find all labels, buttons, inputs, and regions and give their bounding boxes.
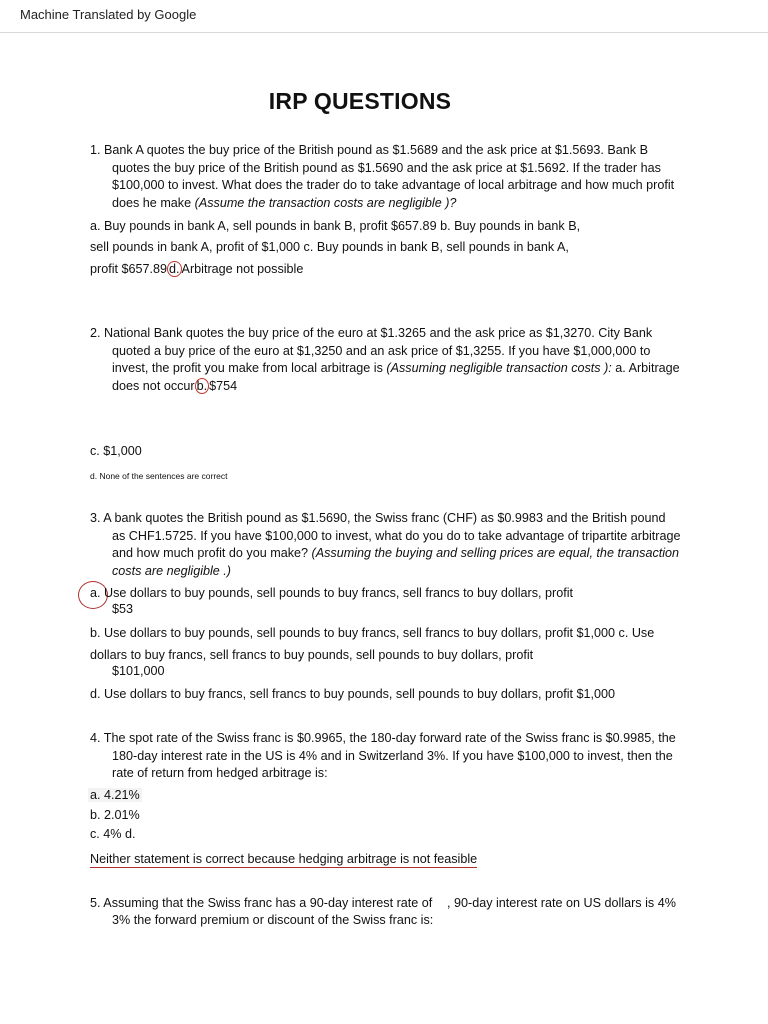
q2-line-1: 2. National Bank quotes the buy price of the euro at $1.3265 and the ask price as $1,3270. City Bank xyxy=(90,326,653,340)
question-2 xyxy=(90,325,690,395)
q2-circled-answer-b: b. xyxy=(196,378,208,393)
q3-answer-a-line-1: a. Use dollars to buy pounds, sell pounds to buy francs, sell francs to buy dollars, profit xyxy=(90,586,574,600)
q3-answer-a-line-2: $53 xyxy=(112,602,134,616)
q3-line-4: costs are negligible .) xyxy=(112,563,232,578)
q5-line-1-end: , 90-day interest rate on US dollars is 4% xyxy=(447,896,676,910)
q4-answer-a xyxy=(88,787,142,805)
q4-line-2: 180-day interest rate in the US is 4% and in Switzerland 3%. If you have $100,000 to invest, then the xyxy=(112,748,673,763)
q4-answer-d xyxy=(90,851,477,869)
q3-line-3 xyxy=(90,545,690,563)
q4-answer-a-text: a. 4.21% xyxy=(90,788,140,802)
q4-line-1: 4. The spot rate of the Swiss franc is $0.9965, the 180-day forward rate of the Swiss franc is $0.9985, the xyxy=(90,731,676,745)
q3-answer-b-line-3: $101,000 xyxy=(112,664,165,678)
q1-line-4-text: does he make xyxy=(112,195,195,210)
q2-line-3-italic: (Assuming negligible transaction costs ): xyxy=(386,361,612,375)
q2-answer-d: d. None of the sentences are correct xyxy=(90,471,228,481)
q4-line-3: rate of return from hedged arbitrage is: xyxy=(112,766,328,780)
q2-line-3-text: invest, the profit you make from local arbitrage is xyxy=(112,361,387,375)
q4-answer-b: b. 2.01% xyxy=(90,808,140,822)
q2-answer-a: a. Arbitrage xyxy=(611,361,680,375)
q1-answer-line-2: sell pounds in bank A, profit of $1,000 c. Buy pounds in bank B, sell pounds in bank A, xyxy=(90,240,569,254)
q4-answer-c: c. 4% d. xyxy=(90,827,136,841)
q3-line-1: 3. A bank quotes the British pound as $1.5690, the Swiss franc (CHF) as $0.9983 and the British pound xyxy=(90,511,666,525)
q3-line-2: as CHF1.5725. If you have $100,000 to invest, what do you do to take advantage of tripartite arbitrage xyxy=(112,528,681,543)
q1-line-4-italic: (Assume the transaction costs are negligible )? xyxy=(194,195,457,210)
q1-answer-line-3 xyxy=(90,261,303,279)
translation-banner xyxy=(0,0,768,33)
q5-line-1-start: 5. Assuming that the Swiss franc has a 90-day interest rate of xyxy=(90,896,433,910)
q3-answer-b-line-1: b. Use dollars to buy pounds, sell pounds to buy francs, sell francs to buy dollars, profit $1,000 c. Use xyxy=(90,626,655,640)
q5-line-2: 3% the forward premium or discount of the Swiss franc is: xyxy=(112,913,434,927)
question-4 xyxy=(90,730,690,783)
page-title: IRP QUESTIONS xyxy=(268,88,452,114)
q2-line-4 xyxy=(90,378,690,396)
q3-line-3-italic: (Assuming the buying and selling prices are equal, the transaction xyxy=(311,546,680,560)
q1-answer-c-profit: profit $657.89 xyxy=(90,262,168,276)
q1-answer-d-text: Arbitrage not possible xyxy=(181,262,304,276)
q3-answer-b-line-2: dollars to buy francs, sell francs to buy pounds, sell pounds to buy dollars, profit xyxy=(90,648,534,662)
question-3 xyxy=(90,510,690,580)
q1-line-3: $100,000 to invest. What does the trader do to take advantage of local arbitrage and how much profit xyxy=(112,178,675,192)
q2-line-2: quoted a buy price of the euro at $1,3250 and an ask price of $1,3255. If you have $1,000,000 to xyxy=(112,343,651,358)
q1-line-4 xyxy=(90,195,690,213)
q1-line-2: quotes the buy price of the British pound as $1.5690 and the ask price at $1.5692. If the trader has xyxy=(112,160,661,175)
banner-text: Machine Translated by Google xyxy=(20,7,197,22)
q4-answer-d-text: Neither statement is correct because hedging arbitrage is not feasible xyxy=(90,852,478,866)
q2-answer-c: c. $1,000 xyxy=(90,444,142,458)
question-1 xyxy=(90,142,690,212)
q2-line-3 xyxy=(90,360,690,378)
q1-circled-answer-d: d. xyxy=(169,262,180,276)
q1-line-1: 1. Bank A quotes the buy price of the British pound as $1.5689 and the ask price at $1.5693. Bank B xyxy=(90,143,649,157)
q2-line-4-text: does not occur xyxy=(112,378,195,393)
q2-answer-b-value: $754 xyxy=(209,378,238,393)
q3-line-3-text: and how much profit do you make? xyxy=(112,546,312,560)
q3-answer-d: d. Use dollars to buy francs, sell francs to buy pounds, sell pounds to buy dollars, profit $1,000 xyxy=(90,687,616,701)
q1-answer-line-1: a. Buy pounds in bank A, sell pounds in bank B, profit $657.89 b. Buy pounds in bank B, xyxy=(90,219,581,233)
